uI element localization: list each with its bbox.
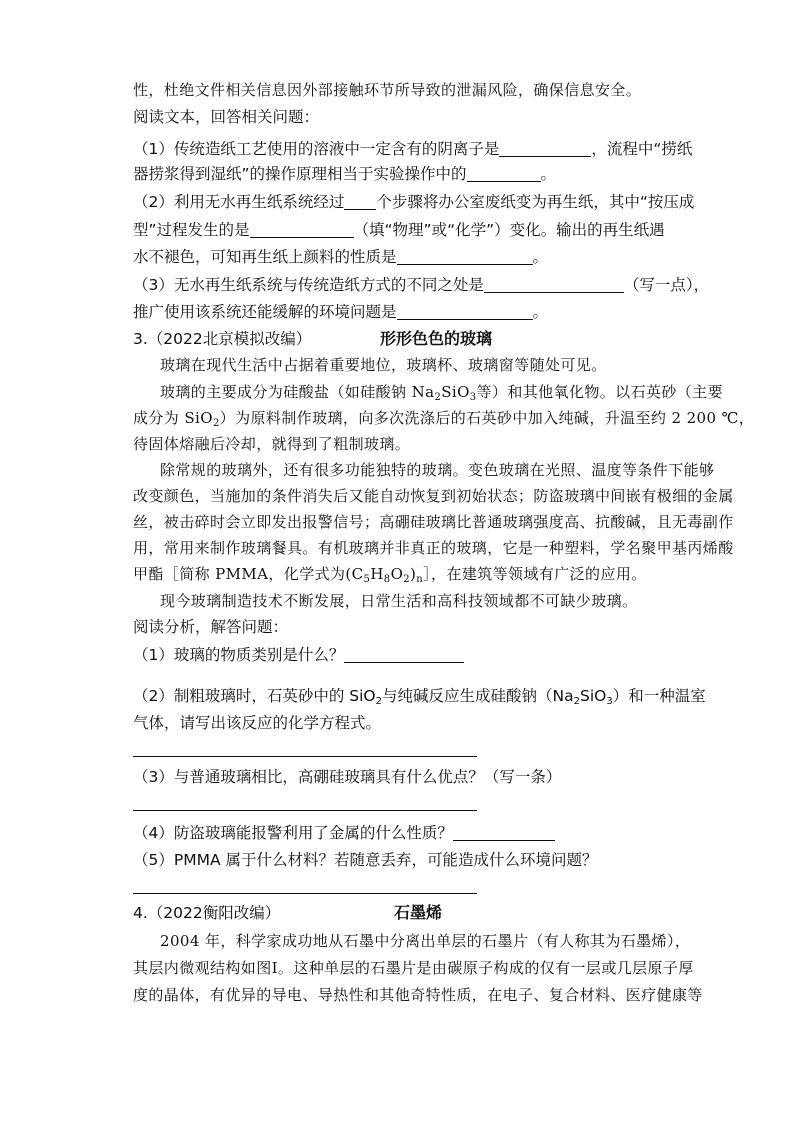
question-2-3: （3）无水再生纸系统与传统造纸方式的不同之处是 （写一点）， — [133, 276, 710, 294]
paragraph-line: 除常规的玻璃外，还有很多功能独特的玻璃。变色玻璃在光照、温度等条件下能够 — [160, 461, 715, 479]
question-3-5: （5）PMMA 属于什么材料？若随意丢弃，可能造成什么环境问题？ — [133, 851, 598, 869]
paragraph-line: 玻璃的主要成分为硅酸盐（如硅酸钠 $Na_2SiO_3$等）和其他氧化物。以石英砂（主要 — [160, 383, 723, 403]
question-2-1-cont: 器捞浆得到湿纸”的操作原理相当于实验操作中的 。 — [133, 165, 557, 183]
paragraph-line: 成分为 SiO$_2$）为原料制作玻璃，向多次洗涤后的石英砂中加入纯碱，升温至约 2 200 ℃， — [133, 409, 755, 429]
answer-line[interactable] — [133, 810, 477, 811]
section-4-title: 石墨烯 — [394, 903, 443, 922]
answer-blank[interactable] — [397, 303, 533, 320]
paragraph-line: 丝，被击碎时会立即发出报警信号；高硼硅玻璃比普通玻璃强度高、抗酸碱，且无毒副作 — [133, 513, 734, 531]
paragraph-line: 度的晶体，有优异的导电、导热性和其他奇特性质，在电子、复合材料、医疗健康等 — [133, 986, 703, 1004]
answer-blank[interactable] — [467, 165, 541, 182]
paragraph-line: 改变颜色，当施加的条件消失后又能自动恢复到初始状态；防盗玻璃中间嵌有极细的金属 — [133, 487, 734, 505]
paragraph-line: 其层内微观结构如图Ⅰ。这种单层的石墨片是由碳原子构成的仅有一层或几层原子厚 — [133, 959, 694, 977]
answer-blank[interactable] — [344, 646, 464, 663]
answer-blank[interactable] — [344, 193, 376, 210]
question-3-3: （3）与普通玻璃相比，高硼硅玻璃具有什么优点？（写一条） — [133, 768, 562, 786]
paragraph-line: 玻璃在现代生活中占据着重要地位，玻璃杯、玻璃窗等随处可见。 — [160, 356, 607, 374]
paragraph-line: 2004 年，科学家成功地从石墨中分离出单层的石墨片（有人称其为石墨烯）， — [160, 932, 691, 950]
answer-blank[interactable] — [453, 824, 555, 841]
question-2-1: （1）传统造纸工艺使用的溶液中一定含有的阴离子是 ，流程中“捞纸 — [133, 140, 693, 158]
answer-blank[interactable] — [499, 140, 591, 157]
paragraph-line: 用，常用来制作玻璃餐具。有机玻璃并非真正的玻璃，它是一种塑料，学名聚甲基丙烯酸 — [133, 539, 734, 557]
read-prompt: 阅读文本，回答相关问题： — [133, 108, 320, 126]
analysis-prompt: 阅读分析，解答问题： — [133, 618, 289, 636]
answer-line[interactable] — [133, 756, 477, 757]
section-3-title: 形形色色的玻璃 — [380, 329, 493, 348]
section-3-number: 3.（2022北京模拟改编） — [133, 330, 312, 348]
answer-blank[interactable] — [250, 221, 354, 238]
answer-line[interactable] — [133, 893, 477, 894]
question-3-1: （1）玻璃的物质类别是什么？ — [133, 644, 464, 666]
section-4-number: 4.（2022衡阳改编） — [133, 904, 281, 922]
answer-blank[interactable] — [484, 276, 624, 293]
question-3-2-cont: 气体，请写出该反应的化学方程式。 — [133, 714, 382, 732]
paragraph-line: 待固体熔融后冷却，就得到了粗制玻璃。 — [133, 435, 411, 453]
question-2-2-cont: 型”过程发生的是 （填“物理”或“化学”）变化。输出的再生纸遇 — [133, 221, 665, 239]
question-2-2-cont2: 水不褪色，可知再生纸上颜料的性质是 。 — [133, 248, 549, 266]
answer-blank[interactable] — [397, 248, 533, 265]
text-line: 性，杜绝文件相关信息因外部接触环节所导致的泄漏风险，确保信息安全。 — [133, 81, 642, 99]
paragraph-line: 现今玻璃制造技术不断发展，日常生活和高科技领域都不可缺少玻璃。 — [160, 592, 638, 610]
question-2-3-cont: 推广使用该系统还能缓解的环境问题是 。 — [133, 303, 549, 321]
question-3-4: （4）防盗玻璃能报警利用了金属的什么性质？ — [133, 822, 555, 844]
paragraph-line: 甲酯［简称 PMMA，化学式为$(C_5H_8O_2)_n]$，在建筑等领域有广泛的应用。 — [133, 565, 647, 585]
question-2-2: （2）利用无水再生纸系统经过 个步骤将办公室废纸变为再生纸，其中“按压成 — [133, 193, 695, 211]
question-3-2: （2）制粗玻璃时，石英砂中的 SiO$_2$与纯碱反应生成硅酸钠$(Na_2SiO_3)$和一种温室 — [133, 687, 706, 707]
